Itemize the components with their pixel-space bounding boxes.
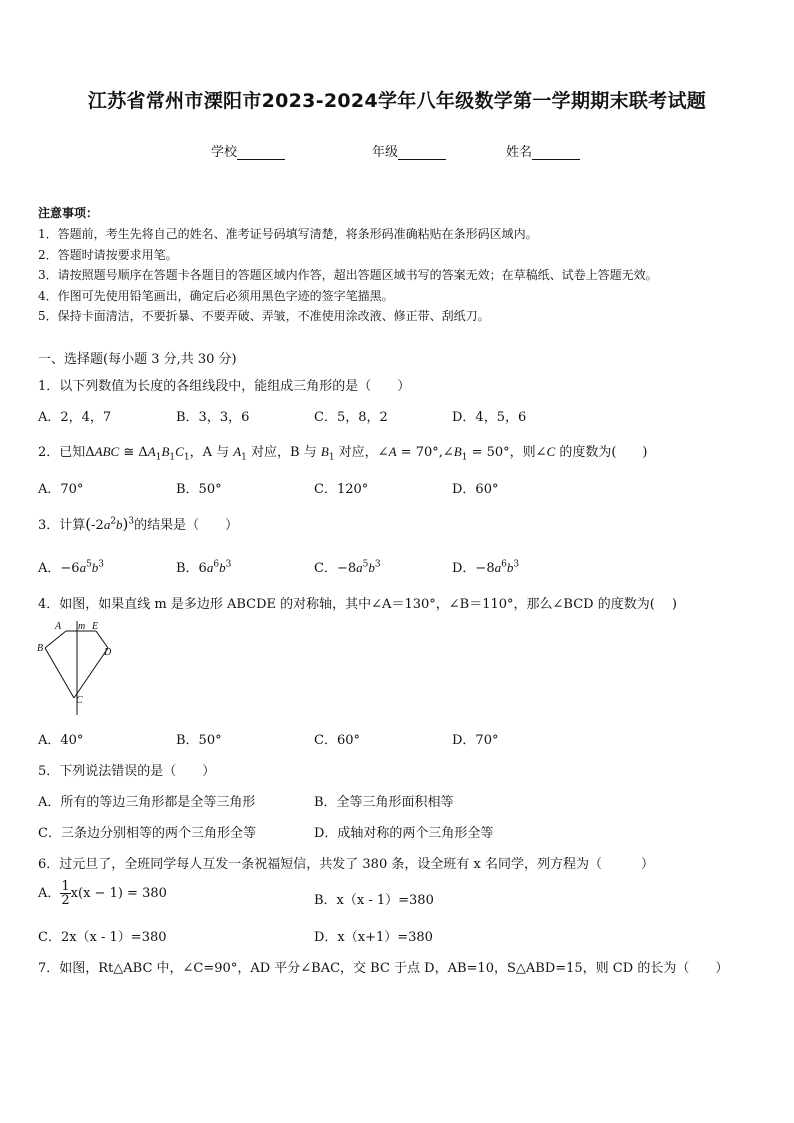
question-7: 7．如图，Rt△ABC 中，∠C=90°，AD 平分∠BAC，交 BC 于点 D，AB=10，S△ABD=15，则 CD 的长为（ ） xyxy=(38,961,729,976)
note-item: 2．答题时请按要求用笔。 xyxy=(38,248,178,262)
q3-option-b[interactable]: B．$6a^6b^3$ xyxy=(176,559,232,576)
question-3: 3．计算$(-2a^2b)^3$的结果是（ ） xyxy=(38,515,239,533)
school-field[interactable]: 学校 xyxy=(211,141,285,160)
label-e: E xyxy=(92,621,99,632)
q6-option-a[interactable]: A． $\frac{1}{2}$ x(x − 1) = 380 xyxy=(38,879,167,908)
q5-option-d[interactable]: D．成轴对称的两个三角形全等 xyxy=(314,826,494,841)
q2-option-b[interactable]: B．50° xyxy=(176,482,222,497)
q1-option-a[interactable]: A．2，4，7 xyxy=(38,410,112,425)
question-6: 6．过元旦了，全班同学每人互发一条祝福短信，共发了 380 条，设全班有 x 名同学，列方程为（ ） xyxy=(38,857,654,872)
q6-option-b[interactable]: B．x（x - 1）=380 xyxy=(314,893,434,908)
note-item: 1．答题前，考生先将自己的姓名、准考证号码填写清楚，将条形码准确粘贴在条形码区域内。 xyxy=(38,227,538,241)
q5-option-c[interactable]: C．三条边分别相等的两个三角形全等 xyxy=(38,826,256,841)
label-a: A xyxy=(55,621,62,632)
q5-option-b[interactable]: B．全等三角形面积相等 xyxy=(314,795,454,810)
label-m: m xyxy=(78,621,86,632)
section-heading: 一、选择题(每小题 3 分,共 30 分) xyxy=(38,352,237,367)
page-title: 江苏省常州市溧阳市2023-2024学年八年级数学第一学期期末联考试题 xyxy=(87,90,707,112)
label-c: C xyxy=(76,695,83,706)
q1-option-c[interactable]: C．5，8，2 xyxy=(314,410,388,425)
q3-option-a[interactable]: A．$-6a^5b^3$ xyxy=(38,559,105,576)
q2-option-c[interactable]: C．120° xyxy=(314,482,369,497)
polygon-abcde-figure xyxy=(34,618,124,718)
q4-option-a[interactable]: A．40° xyxy=(38,733,84,748)
q6-option-d[interactable]: D．x（x+1）=380 xyxy=(314,930,433,945)
name-field[interactable]: 姓名 xyxy=(506,141,580,160)
note-item: 5．保持卡面清洁，不要折暴、不要弄破、弄皱，不准使用涂改液、修正带、刮纸刀。 xyxy=(38,309,490,323)
note-item: 4．作图可先使用铅笔画出，确定后必须用黑色字迹的签字笔描黑。 xyxy=(38,289,394,303)
grade-field[interactable]: 年级 xyxy=(372,141,446,160)
question-4: 4．如图，如果直线 m 是多边形 ABCDE 的对称轴，其中∠A＝130°，∠B＝110°，那么∠BCD 的度数为( ) xyxy=(38,597,677,612)
q6-option-c[interactable]: C．2x（x - 1）=380 xyxy=(38,930,167,945)
q1-option-d[interactable]: D．4，5，6 xyxy=(452,410,527,425)
q5-option-a[interactable]: A．所有的等边三角形都是全等三角形 xyxy=(38,795,256,810)
label-d: D xyxy=(104,647,112,658)
q2-option-d[interactable]: D．60° xyxy=(452,482,499,497)
question-5: 5．下列说法错误的是（ ） xyxy=(38,764,216,779)
question-2: 2．已知ΔABC ≅ $\Delta A_1B_1C_1$，A 与 $A_1$ 对应，B 与 $B_1$ 对应，∠A = $70^\circ,\angle B_1 = 50^\circ$，则∠C 的度数为( ) xyxy=(38,444,648,463)
notes-heading: 注意事项： xyxy=(38,206,99,220)
note-item: 3．请按照题号顺序在答题卡各题目的答题区域内作答，超出答题区域书写的答案无效；在草稿纸、试卷上答题无效。 xyxy=(38,268,658,282)
q4-option-c[interactable]: C．60° xyxy=(314,733,360,748)
q1-option-b[interactable]: B．3，3，6 xyxy=(176,410,250,425)
question-1: 1．以下列数值为长度的各组线段中，能组成三角形的是（ ） xyxy=(38,379,411,394)
label-b: B xyxy=(37,643,44,654)
q4-option-d[interactable]: D．70° xyxy=(452,733,499,748)
q3-option-d[interactable]: D．$-8a^6b^3$ xyxy=(452,559,520,576)
q4-option-b[interactable]: B．50° xyxy=(176,733,222,748)
q3-option-c[interactable]: C．$-8a^5b^3$ xyxy=(314,559,381,576)
q2-option-a[interactable]: A．70° xyxy=(38,482,84,497)
